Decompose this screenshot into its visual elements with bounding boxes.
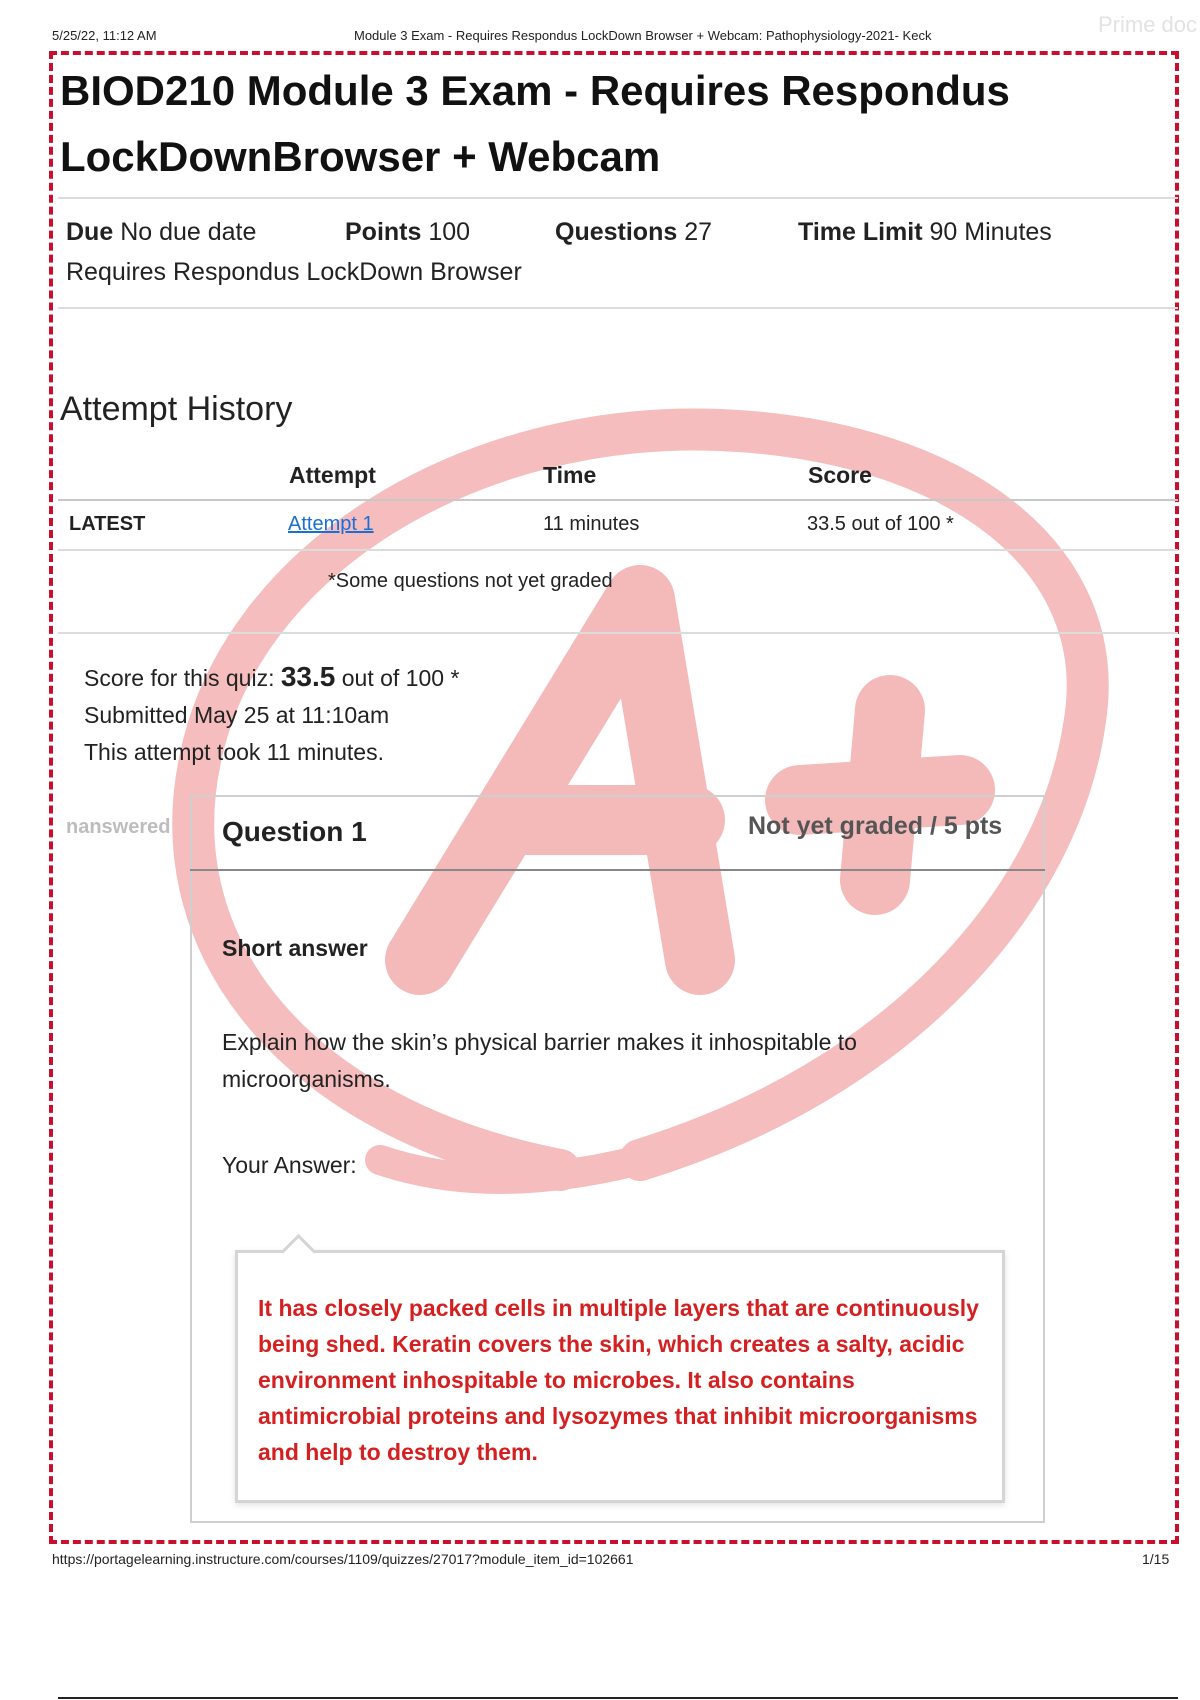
brand-watermark: Prime doc [1098, 12, 1198, 37]
divider [58, 307, 1178, 309]
time-limit-label: Time Limit [798, 218, 923, 246]
time-limit-value: 90 Minutes [929, 218, 1052, 246]
answer-text: It has closely packed cells in multiple layers that are continuously being shed. Keratin covers the skin, which creates a salty, acidic environment inhospitable to microbes. It also contains antimicrobial proteins and lysozymes that inhibit microorganisms and help to destroy them. [258, 1295, 979, 1465]
score-suffix: out of 100 * [341, 665, 460, 691]
questions-value: 27 [684, 218, 713, 246]
attempt-history-heading: Attempt History [60, 390, 293, 428]
question-title: Question 1 [222, 816, 367, 847]
print-url: https://portagelearning.instructure.com/courses/1109/quizzes/27017?module_item_id=102661 [52, 1551, 634, 1567]
score-summary [84, 658, 459, 771]
time-limit-field [798, 218, 1052, 247]
question-points: Not yet graded / 5 pts [748, 812, 1003, 840]
print-page-number: 1/15 [1142, 1551, 1170, 1567]
points-field [345, 218, 470, 247]
page-bottom-rule [58, 1697, 1178, 1699]
due-value: No due date [120, 218, 257, 246]
attempt-1-link[interactable]: Attempt 1 [288, 513, 374, 535]
question-prompt: Explain how the skin’s physical barrier makes it inhospitable to microorganisms. [222, 1029, 857, 1092]
attempt-time: 11 minutes [543, 513, 640, 535]
lockdown-requirement: Requires Respondus LockDown Browser [66, 258, 522, 286]
score-line [84, 658, 459, 697]
page-title: BIOD210 Module 3 Exam - Requires Respondus LockDownBrowser + Webcam [60, 67, 1010, 180]
print-datetime: 5/25/22, 11:12 AM [52, 28, 157, 43]
duration-line: This attempt took 11 minutes. [84, 739, 384, 765]
points-label: Points [345, 218, 422, 246]
due-label: Due [66, 218, 114, 246]
column-header-score: Score [808, 462, 872, 488]
questions-field [555, 218, 712, 247]
unanswered-tag: nanswered [66, 816, 171, 838]
score-prefix: Score for this quiz: [84, 665, 275, 691]
table-header-divider [58, 499, 1178, 501]
due-field [66, 218, 256, 247]
points-value: 100 [428, 218, 471, 246]
questions-label: Questions [555, 218, 678, 246]
column-header-attempt: Attempt [289, 462, 376, 488]
latest-badge: LATEST [69, 513, 146, 535]
ungraded-note: *Some questions not yet graded [328, 570, 613, 592]
print-page-title: Module 3 Exam - Requires Respondus LockDown Browser + Webcam: Pathophysiology-2021- Keck [354, 28, 932, 43]
question-type: Short answer [222, 935, 368, 961]
attempt-score: 33.5 out of 100 * [807, 513, 954, 535]
score-value: 33.5 [280, 661, 336, 692]
submitted-line: Submitted May 25 at 11:10am [84, 702, 390, 728]
divider [58, 197, 1178, 199]
divider [58, 632, 1178, 634]
your-answer-label: Your Answer: [222, 1152, 357, 1178]
divider [58, 549, 1178, 551]
column-header-time: Time [543, 462, 597, 488]
